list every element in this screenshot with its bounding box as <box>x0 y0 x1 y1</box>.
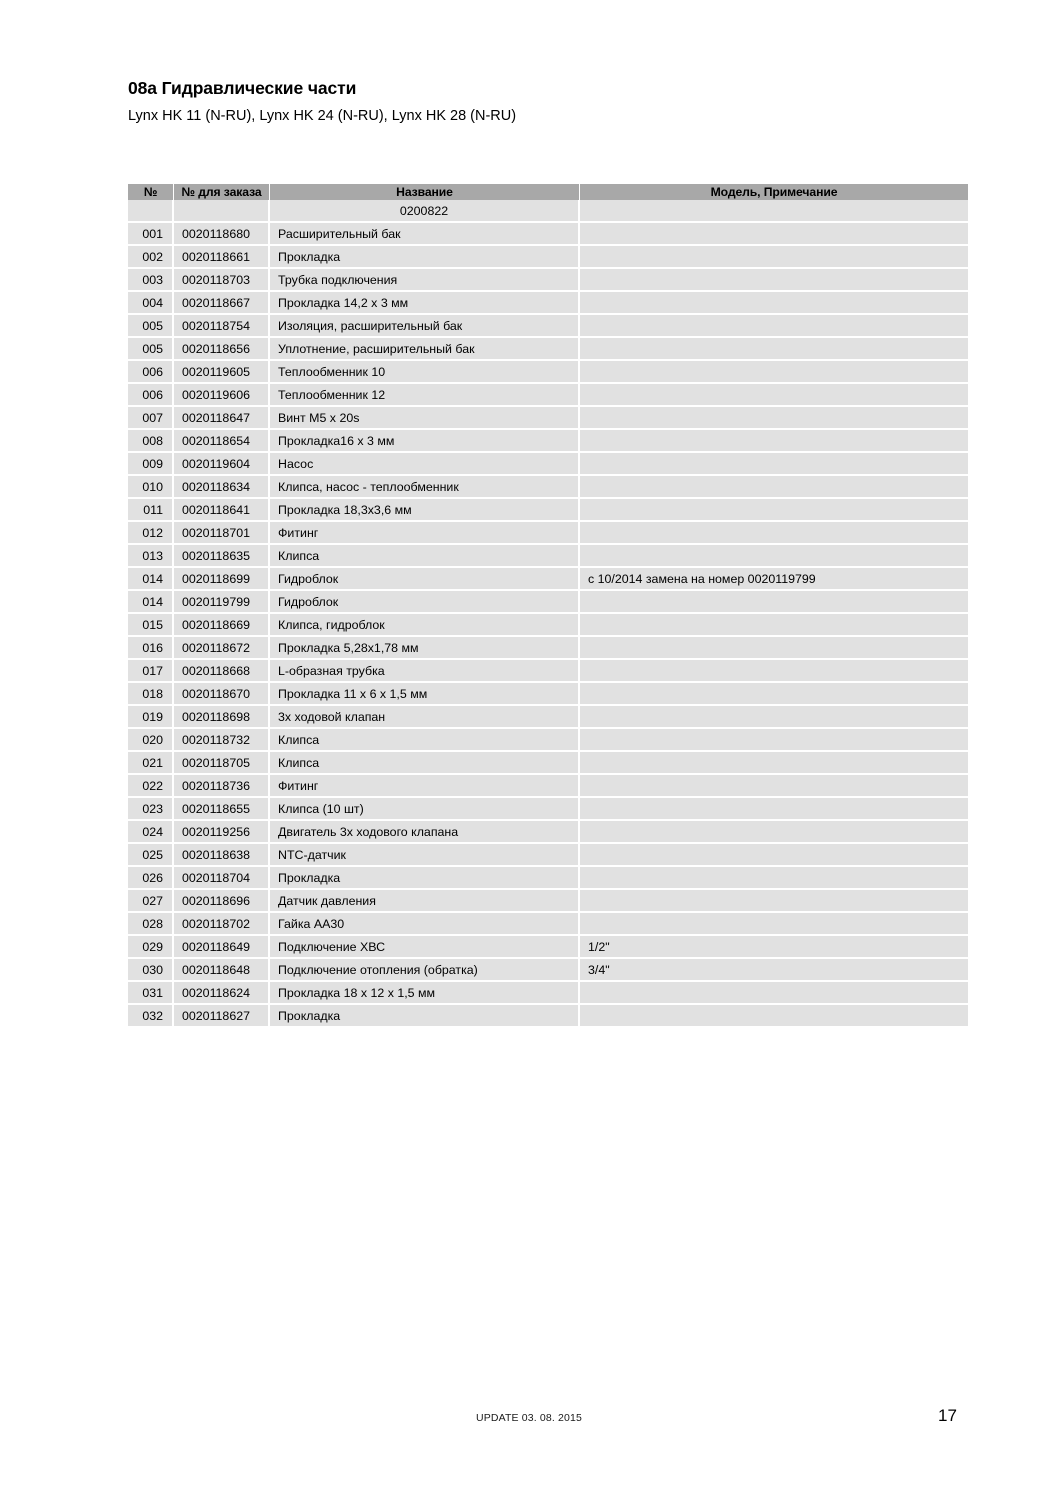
cell-model-note <box>580 890 968 913</box>
cell-order-no: 0020118634 <box>174 476 270 499</box>
cell-name: Прокладка16 х 3 мм <box>270 430 580 453</box>
cell-name: Прокладка 11 х 6 х 1,5 мм <box>270 683 580 706</box>
page-subtitle: Lynx HK 11 (N-RU), Lynx HK 24 (N-RU), Lynx HK 28 (N-RU) <box>128 108 517 124</box>
table-row-code <box>128 200 968 223</box>
table-row <box>128 1005 968 1028</box>
cell-num: 005 <box>128 338 174 361</box>
table-row <box>128 591 968 614</box>
cell-order-no: 0020118669 <box>174 614 270 637</box>
table-row <box>128 683 968 706</box>
cell-num: 007 <box>128 407 174 430</box>
table-row <box>128 499 968 522</box>
cell-model-note <box>580 315 968 338</box>
cell-num: 002 <box>128 246 174 269</box>
cell-name: Изоляция, расширительный бак <box>270 315 580 338</box>
cell-num: 018 <box>128 683 174 706</box>
cell-model-note <box>580 591 968 614</box>
cell-name: Трубка подключения <box>270 269 580 292</box>
cell-order-no: 0020118655 <box>174 798 270 821</box>
cell-order-no: 0020118701 <box>174 522 270 545</box>
table-row <box>128 706 968 729</box>
cell-name: Прокладка 5,28х1,78 мм <box>270 637 580 660</box>
table-row <box>128 867 968 890</box>
cell-name: Гидроблок <box>270 591 580 614</box>
table-header-row <box>128 184 968 200</box>
column-header-num: № <box>128 184 174 200</box>
cell-name: Двигатель 3х ходового клапана <box>270 821 580 844</box>
cell-name: Прокладка 18,3х3,6 мм <box>270 499 580 522</box>
table-row <box>128 522 968 545</box>
cell-num: 017 <box>128 660 174 683</box>
cell-order-no: 0020118647 <box>174 407 270 430</box>
table-row <box>128 430 968 453</box>
cell-name: Винт M5 x 20s <box>270 407 580 430</box>
cell-num: 023 <box>128 798 174 821</box>
cell-name: Гидроблок <box>270 568 580 591</box>
cell-order-no: 0020118702 <box>174 913 270 936</box>
table-row <box>128 936 968 959</box>
table-row <box>128 338 968 361</box>
cell-num: 011 <box>128 499 174 522</box>
cell-num: 027 <box>128 890 174 913</box>
cell-order-no: 0020119605 <box>174 361 270 384</box>
table-row <box>128 752 968 775</box>
cell-order-no: 0020118627 <box>174 1005 270 1028</box>
column-header-order-no: № для заказа <box>174 184 270 200</box>
table-row <box>128 913 968 936</box>
cell-num: 003 <box>128 269 174 292</box>
parts-table <box>128 184 968 1028</box>
cell-name: Фитинг <box>270 522 580 545</box>
table-row <box>128 407 968 430</box>
cell-num: 030 <box>128 959 174 982</box>
cell-model-note <box>580 476 968 499</box>
cell-num: 029 <box>128 936 174 959</box>
cell-name: Клипса <box>270 545 580 568</box>
cell-name: Подключение ХВС <box>270 936 580 959</box>
cell-num: 013 <box>128 545 174 568</box>
column-header-name: Название <box>270 184 580 200</box>
cell-model-note <box>580 430 968 453</box>
cell-model-note <box>580 683 968 706</box>
table-row <box>128 568 968 591</box>
cell-name: Датчик давления <box>270 890 580 913</box>
column-header-model-note: Модель, Примечание <box>580 184 968 200</box>
cell-num: 010 <box>128 476 174 499</box>
cell-name: Клипса <box>270 752 580 775</box>
cell-num: 032 <box>128 1005 174 1028</box>
cell-num: 014 <box>128 591 174 614</box>
cell-num: 008 <box>128 430 174 453</box>
cell-model-note <box>580 867 968 890</box>
cell-order-no: 0020119604 <box>174 453 270 476</box>
cell-model-note: с 10/2014 замена на номер 0020119799 <box>580 568 968 591</box>
cell-num: 016 <box>128 637 174 660</box>
cell-num: 020 <box>128 729 174 752</box>
table-row <box>128 292 968 315</box>
cell-name: Гайка AA30 <box>270 913 580 936</box>
cell-order-no: 0020118680 <box>174 223 270 246</box>
cell-name: Теплообменник 12 <box>270 384 580 407</box>
cell-num: 006 <box>128 384 174 407</box>
cell-model-note <box>580 913 968 936</box>
cell-order-no: 0020118641 <box>174 499 270 522</box>
cell-num: 031 <box>128 982 174 1005</box>
footer-page-number: 17 <box>938 1406 957 1425</box>
cell-num: 025 <box>128 844 174 867</box>
page-title: 08a Гидравлические части <box>128 78 357 98</box>
cell-order-no: 0020118635 <box>174 545 270 568</box>
table-row <box>128 729 968 752</box>
cell-num: 015 <box>128 614 174 637</box>
cell-order-no: 0020118699 <box>174 568 270 591</box>
cell-name: Прокладка 14,2 х 3 мм <box>270 292 580 315</box>
cell-order-no: 0020118624 <box>174 982 270 1005</box>
cell-num: 001 <box>128 223 174 246</box>
cell-order-no: 0020118698 <box>174 706 270 729</box>
table-row <box>128 545 968 568</box>
table-row <box>128 660 968 683</box>
cell-order-no: 0020118648 <box>174 959 270 982</box>
cell-order-no: 0020119799 <box>174 591 270 614</box>
cell-model-note <box>580 223 968 246</box>
cell-model-note <box>580 453 968 476</box>
table-row <box>128 959 968 982</box>
cell-num: 019 <box>128 706 174 729</box>
cell-num: 026 <box>128 867 174 890</box>
table-header <box>128 184 968 200</box>
cell-model-note <box>580 729 968 752</box>
parts-table-container <box>128 184 968 1028</box>
cell-name: L-образная трубка <box>270 660 580 683</box>
cell-order-no: 0020118754 <box>174 315 270 338</box>
cell-model-note <box>580 246 968 269</box>
cell-name: Клипса, гидроблок <box>270 614 580 637</box>
cell-name: Прокладка <box>270 246 580 269</box>
cell-num: 005 <box>128 315 174 338</box>
footer-update-label: UPDATE 03. 08. 2015 <box>476 1412 582 1424</box>
table-row <box>128 315 968 338</box>
cell-order-no: 0020118732 <box>174 729 270 752</box>
cell-order-no: 0020118670 <box>174 683 270 706</box>
table-row <box>128 246 968 269</box>
cell-order-no: 0020118656 <box>174 338 270 361</box>
cell-num: 024 <box>128 821 174 844</box>
cell-name: Прокладка <box>270 1005 580 1028</box>
table-row <box>128 269 968 292</box>
table-row <box>128 844 968 867</box>
cell-name: Подключение отопления (обратка) <box>270 959 580 982</box>
table-row <box>128 798 968 821</box>
table-row <box>128 890 968 913</box>
cell-model-note <box>580 407 968 430</box>
cell-order-no: 0020118661 <box>174 246 270 269</box>
cell-model-note <box>580 499 968 522</box>
table-body <box>128 200 968 1028</box>
cell-name: Прокладка <box>270 867 580 890</box>
cell-order-no: 0020118736 <box>174 775 270 798</box>
heading-block <box>128 77 928 126</box>
cell-order-no: 0020119606 <box>174 384 270 407</box>
cell-order-no: 0020118667 <box>174 292 270 315</box>
cell-order-no: 0020119256 <box>174 821 270 844</box>
cell-model-note <box>580 660 968 683</box>
cell-name: 0200822 <box>270 200 580 223</box>
cell-model-note <box>580 292 968 315</box>
cell-model-note <box>580 522 968 545</box>
cell-model-note <box>580 706 968 729</box>
table-row <box>128 614 968 637</box>
table-row <box>128 453 968 476</box>
cell-name: NTC-датчик <box>270 844 580 867</box>
cell-order-no: 0020118638 <box>174 844 270 867</box>
cell-order-no: 0020118672 <box>174 637 270 660</box>
cell-order-no: 0020118703 <box>174 269 270 292</box>
table-row <box>128 223 968 246</box>
cell-model-note <box>580 545 968 568</box>
cell-model-note <box>580 1005 968 1028</box>
cell-model-note <box>580 775 968 798</box>
cell-num <box>128 200 174 223</box>
page-footer <box>0 1406 1060 1436</box>
cell-model-note <box>580 798 968 821</box>
cell-name: Клипса <box>270 729 580 752</box>
cell-model-note <box>580 752 968 775</box>
cell-model-note <box>580 844 968 867</box>
table-row <box>128 775 968 798</box>
cell-model-note <box>580 338 968 361</box>
cell-num: 009 <box>128 453 174 476</box>
cell-name: Уплотнение, расширительный бак <box>270 338 580 361</box>
cell-model-note <box>580 821 968 844</box>
table-row <box>128 637 968 660</box>
cell-order-no <box>174 200 270 223</box>
cell-model-note: 1/2" <box>580 936 968 959</box>
cell-order-no: 0020118654 <box>174 430 270 453</box>
cell-model-note: 3/4" <box>580 959 968 982</box>
cell-model-note <box>580 200 968 223</box>
table-row <box>128 821 968 844</box>
cell-num: 028 <box>128 913 174 936</box>
cell-model-note <box>580 982 968 1005</box>
cell-model-note <box>580 384 968 407</box>
cell-name: Прокладка 18 х 12 х 1,5 мм <box>270 982 580 1005</box>
table-row <box>128 384 968 407</box>
table-row <box>128 476 968 499</box>
table-row <box>128 982 968 1005</box>
cell-num: 022 <box>128 775 174 798</box>
cell-name: Клипса (10 шт) <box>270 798 580 821</box>
cell-order-no: 0020118705 <box>174 752 270 775</box>
cell-name: Фитинг <box>270 775 580 798</box>
cell-num: 006 <box>128 361 174 384</box>
cell-order-no: 0020118649 <box>174 936 270 959</box>
cell-model-note <box>580 269 968 292</box>
table-row <box>128 361 968 384</box>
cell-num: 004 <box>128 292 174 315</box>
cell-order-no: 0020118696 <box>174 890 270 913</box>
cell-order-no: 0020118668 <box>174 660 270 683</box>
cell-num: 012 <box>128 522 174 545</box>
cell-name: Теплообменник 10 <box>270 361 580 384</box>
cell-model-note <box>580 361 968 384</box>
cell-name: 3х ходовой клапан <box>270 706 580 729</box>
cell-model-note <box>580 614 968 637</box>
cell-name: Расширительный бак <box>270 223 580 246</box>
cell-num: 021 <box>128 752 174 775</box>
cell-num: 014 <box>128 568 174 591</box>
cell-name: Насос <box>270 453 580 476</box>
cell-model-note <box>580 637 968 660</box>
cell-order-no: 0020118704 <box>174 867 270 890</box>
cell-name: Клипса, насос - теплообменник <box>270 476 580 499</box>
